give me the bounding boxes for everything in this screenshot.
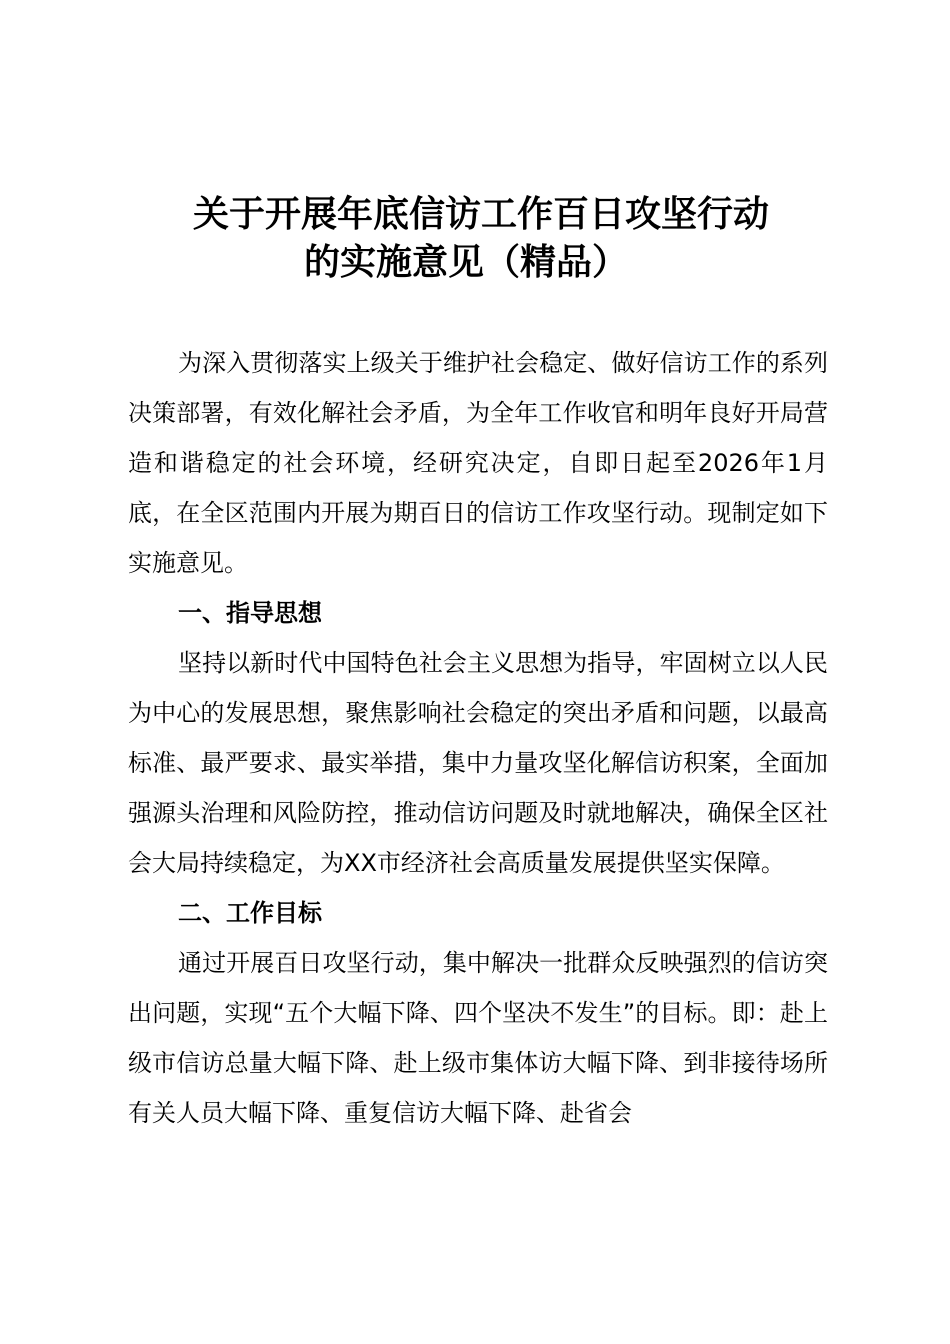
section-heading-work-goals: 二、工作目标 bbox=[178, 899, 322, 927]
document-title-line-1: 关于开展年底信访工作百日攻坚行动 bbox=[193, 193, 770, 235]
document-body bbox=[128, 338, 828, 1138]
section-paragraph-work-goals: 通过开展百日攻坚行动，集中解决一批群众反映强烈的信访突出问题，实现“五个大幅下降、四个坚决不发生”的目标。即：赴上级市信访总量大幅下降、赴上级市集体访大幅下降、到非接待场所有关人员大幅下降、重复信访大幅下降、赴省会 bbox=[128, 949, 828, 1127]
intro-paragraph: 为深入贯彻落实上级关于维护社会稳定、做好信访工作的系列决策部署，有效化解社会矛盾，为全年工作收官和明年良好开局营造和谐稳定的社会环境，经研究决定，自即日起至2026年1月底，在全区范围内开展为期百日的信访工作攻坚行动。现制定如下实施意见。 bbox=[128, 349, 828, 577]
section-heading-guiding-ideology: 一、指导思想 bbox=[178, 599, 322, 627]
section-paragraph-guiding-ideology: 坚持以新时代中国特色社会主义思想为指导，牢固树立以人民为中心的发展思想，聚焦影响社会稳定的突出矛盾和问题，以最高标准、最严要求、最实举措，集中力量攻坚化解信访积案，全面加强源头治理和风险防控，推动信访问题及时就地解决，确保全区社会大局持续稳定，为XX市经济社会高质量发展提供坚实保障。 bbox=[128, 649, 828, 877]
document-title-line-2: 的实施意见（精品） bbox=[304, 241, 629, 283]
